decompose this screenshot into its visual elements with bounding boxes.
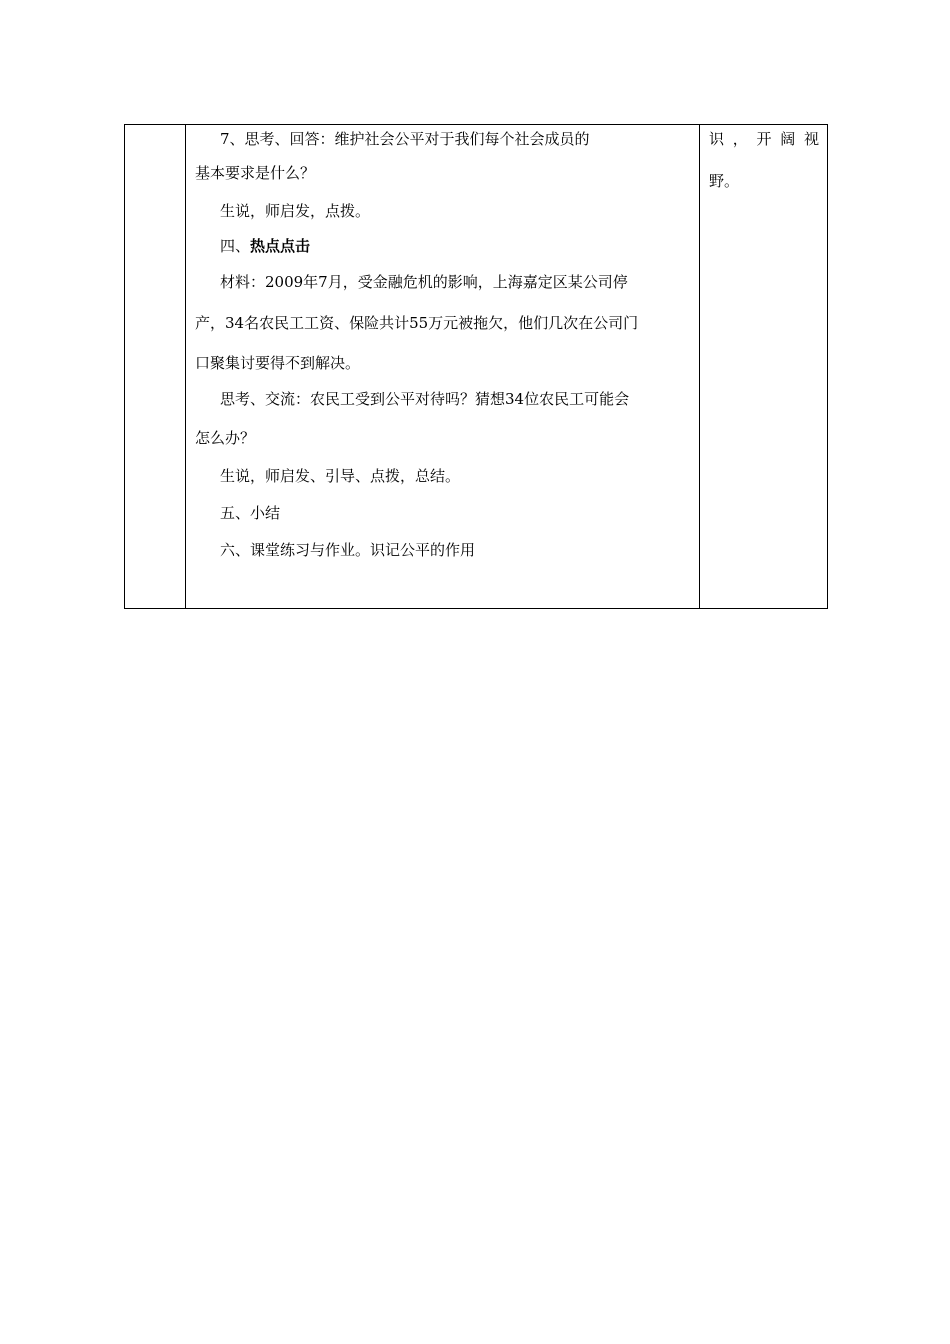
question-7-line1: 7、思考、回答：维护社会公平对于我们每个社会成员的 (220, 130, 590, 148)
side-char: 识 (709, 130, 725, 148)
empty-left-cell (125, 125, 186, 609)
student-answer-line: 生说，师启发，点拨。 (220, 202, 371, 220)
material-line1: 材料：2009年7月，受金融危机的影响，上海嘉定区某公司停 (220, 273, 628, 291)
material-line2: 产，34名农民工工资、保险共计55万元被拖欠，他们几次在公司门 (195, 314, 639, 332)
material-line3: 口聚集讨要得不到解决。 (195, 354, 361, 372)
design-intent-line1 (709, 129, 819, 149)
section-6-heading: 六、课堂练习与作业。识记公平的作用 (220, 541, 476, 559)
section-5-heading: 五、小结 (220, 504, 281, 522)
side-char: 视 (803, 130, 819, 148)
section-4-title: 热点点击 (250, 237, 311, 255)
lesson-table (124, 124, 828, 609)
summary-process-line: 生说，师启发、引导、点拨，总结。 (220, 467, 461, 485)
discussion-line1: 思考、交流：农民工受到公平对待吗？猜想34位农民工可能会 (220, 390, 630, 408)
design-intent-line2: 野。 (709, 172, 740, 190)
table-row (125, 125, 828, 609)
side-char: 开 (756, 130, 772, 148)
discussion-line2: 怎么办？ (195, 429, 256, 447)
design-intent-cell (700, 125, 828, 609)
side-char: 阔 (780, 130, 796, 148)
question-7-line2: 基本要求是什么？ (195, 164, 316, 182)
side-char: ， (732, 130, 748, 148)
section-4-number: 四、 (220, 237, 251, 255)
section-4-heading (220, 236, 310, 256)
lesson-content-cell (186, 125, 700, 609)
